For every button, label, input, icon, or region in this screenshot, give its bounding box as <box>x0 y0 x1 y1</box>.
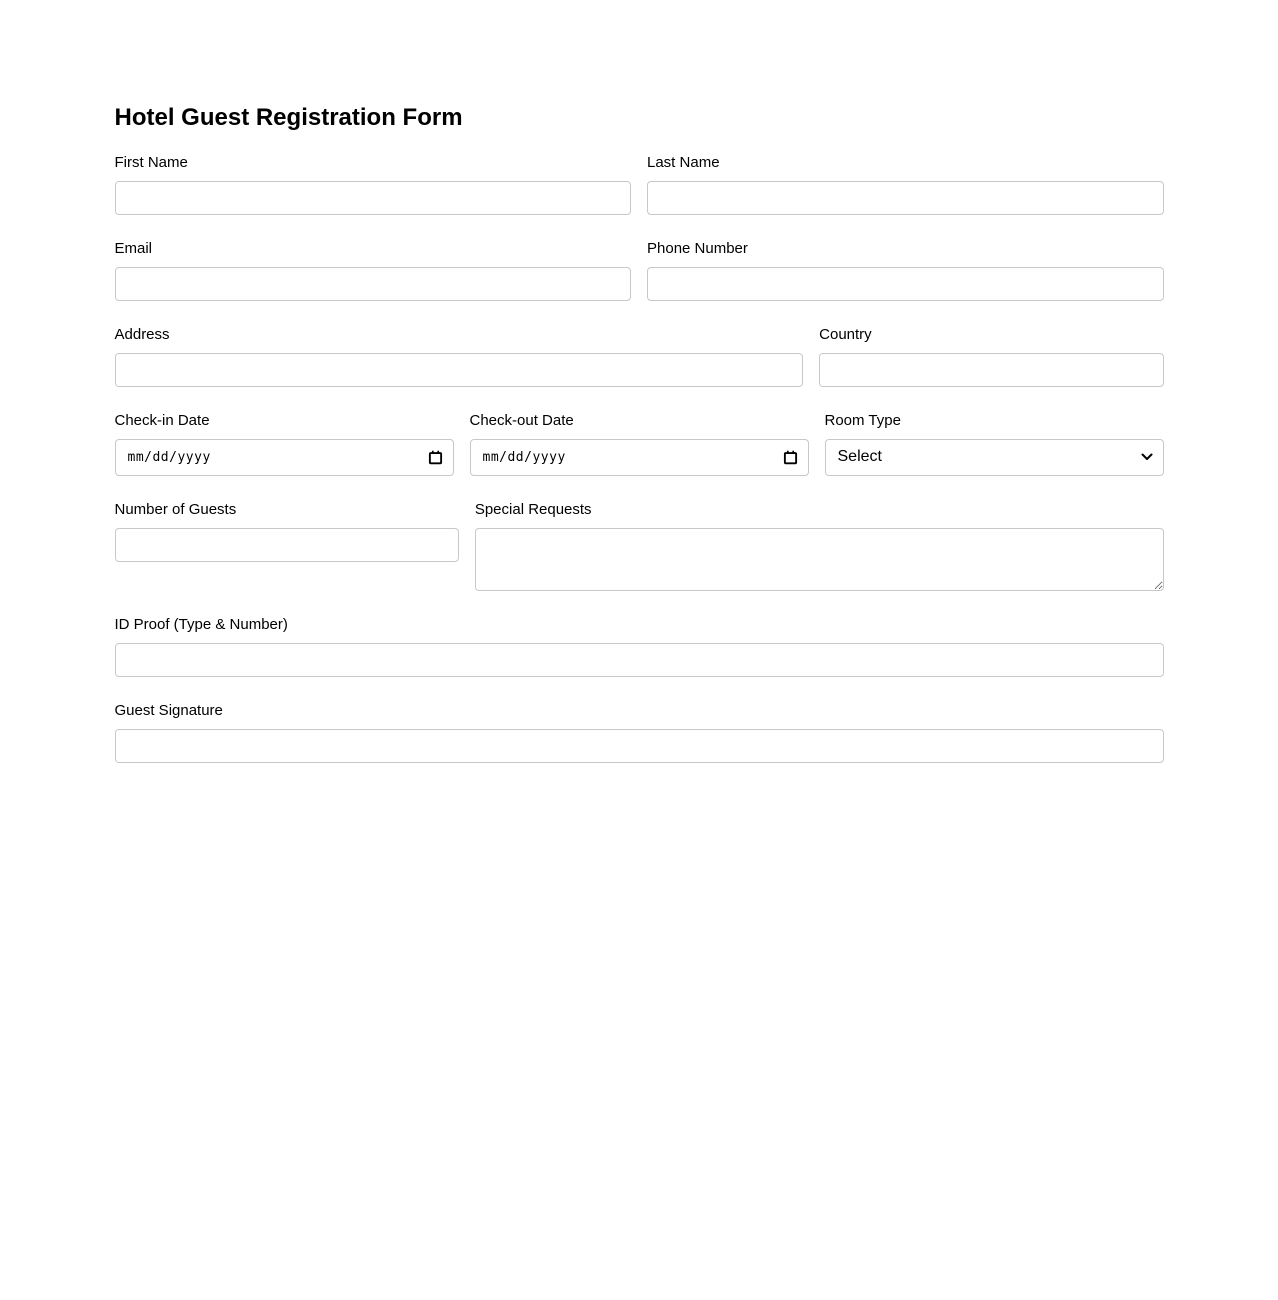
signature-field <box>115 702 1164 763</box>
checkin-label: Check-in Date <box>114 411 210 429</box>
page-title: Hotel Guest Registration Form <box>114 104 463 131</box>
row-name <box>115 154 1164 215</box>
checkout-label: Check-out Date <box>469 411 574 429</box>
signature-input[interactable] <box>115 729 1164 763</box>
address-input[interactable] <box>115 353 804 387</box>
calendar-icon[interactable] <box>428 450 443 465</box>
checkout-date-input[interactable] <box>470 439 809 476</box>
checkout-date-placeholder: mm/dd/yyyy <box>482 449 566 465</box>
room-type-select[interactable] <box>825 439 1164 476</box>
email-input[interactable] <box>115 267 632 301</box>
id-proof-field <box>115 616 1164 677</box>
checkin-field <box>115 412 454 476</box>
row-dates <box>115 412 1164 476</box>
checkout-field <box>470 412 809 476</box>
room-type-selected-value: Select <box>837 448 882 466</box>
first-name-field <box>115 154 632 215</box>
signature-label: Guest Signature <box>114 701 223 719</box>
country-label: Country <box>819 325 872 343</box>
chevron-down-icon <box>1141 453 1153 461</box>
row-contact <box>115 240 1164 301</box>
calendar-icon[interactable] <box>783 450 798 465</box>
email-label: Email <box>114 239 153 257</box>
row-signature <box>115 702 1164 763</box>
id-proof-label: ID Proof (Type & Number) <box>114 615 288 633</box>
phone-field <box>647 240 1164 301</box>
registration-form <box>115 0 1164 763</box>
row-id-proof <box>115 616 1164 677</box>
special-requests-label: Special Requests <box>474 500 592 518</box>
row-guests <box>115 501 1164 591</box>
checkin-date-input[interactable] <box>115 439 454 476</box>
country-field <box>819 326 1163 387</box>
country-input[interactable] <box>819 353 1163 387</box>
special-requests-field <box>475 501 1164 591</box>
special-requests-textarea[interactable] <box>475 528 1164 591</box>
guests-input[interactable] <box>115 528 459 562</box>
first-name-input[interactable] <box>115 181 632 215</box>
phone-input[interactable] <box>647 267 1164 301</box>
first-name-label: First Name <box>114 153 188 171</box>
row-address <box>115 326 1164 387</box>
guests-label: Number of Guests <box>114 500 237 518</box>
last-name-input[interactable] <box>647 181 1164 215</box>
address-label: Address <box>114 325 170 343</box>
id-proof-input[interactable] <box>115 643 1164 677</box>
phone-label: Phone Number <box>647 239 748 257</box>
room-type-field <box>825 412 1164 476</box>
address-field <box>115 326 804 387</box>
email-field <box>115 240 632 301</box>
guests-field <box>115 501 459 562</box>
checkin-date-placeholder: mm/dd/yyyy <box>127 449 211 465</box>
last-name-field <box>647 154 1164 215</box>
last-name-label: Last Name <box>647 153 720 171</box>
room-type-label: Room Type <box>824 411 901 429</box>
